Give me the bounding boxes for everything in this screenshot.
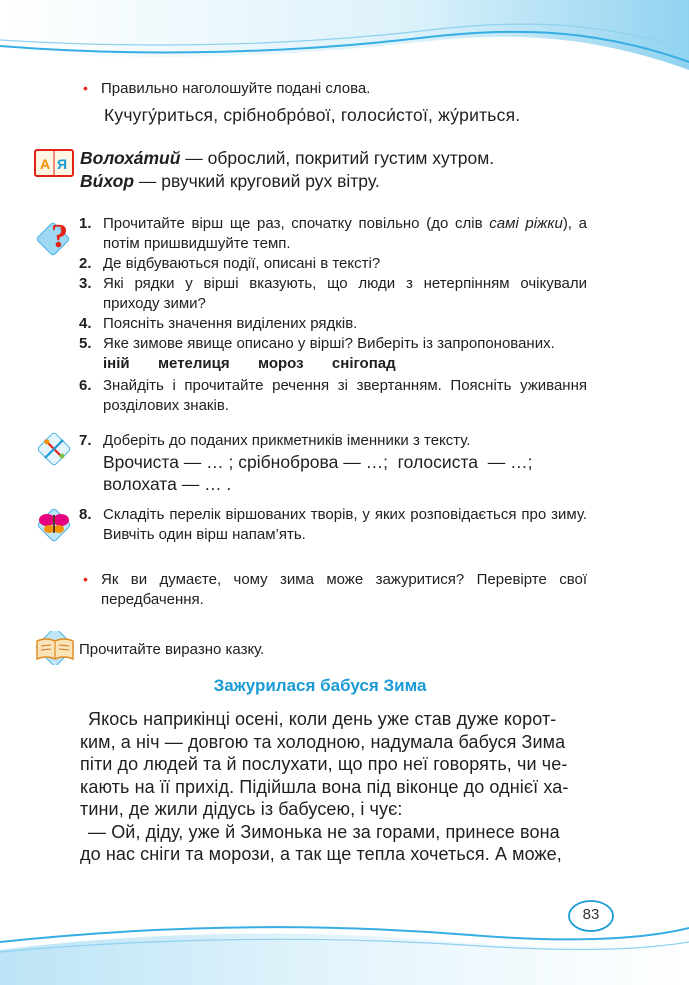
story-line: кають на її прихід. Підійшла вона під віконце до однієї ха-: [80, 776, 569, 797]
svg-text:Я: Я: [57, 156, 68, 172]
butterfly-icon: [33, 502, 77, 548]
question-item: 7. Доберіть до поданих прикметників іменники з тексту.: [79, 432, 471, 449]
question-item: 2. Де відбуваються події, описані в тексті?: [79, 255, 381, 272]
bullet-icon: •: [83, 571, 88, 587]
glossary-item: [80, 147, 494, 170]
dictionary-icon: [33, 148, 75, 180]
glossary-term: Волоха́тий: [80, 148, 181, 168]
question-item: 3. Які рядки у вірші вказують, що люди з нетерпінням очікували приходу зими?: [79, 275, 587, 312]
open-book-icon: [33, 631, 77, 665]
questions-list: [79, 214, 587, 416]
story-line: до нас сніги та морози, а так ще тепла хочеться. А може,: [80, 844, 562, 864]
story-line: ким, а ніч — довгою та холодною, надумала бабуся Зима: [80, 731, 566, 752]
question-item: 4. Поясніть значення виділених рядків.: [79, 315, 358, 332]
stress-words: Кучугу́риться, срібнобро́вої, голоси́стої, жу́риться.: [104, 105, 521, 125]
question-mark-icon: [35, 213, 75, 259]
question-item: 5. Яке зимове явище описано у вірші? Виберіть із запропонованих. іній метелиця мороз снігопад: [79, 334, 587, 374]
story-line: — Ой, діду, уже й Зимонька не за горами, принесе вона: [88, 821, 560, 842]
svg-text:А: А: [40, 156, 51, 172]
fill-in-line: Врочиста — … ; срібноброва — …; голосиста — …;: [103, 452, 533, 472]
story-title: Зажурилася бабуся Зима: [213, 676, 427, 695]
answer-options: іній метелиця мороз снігопад: [103, 355, 396, 372]
svg-text:?: ?: [51, 218, 68, 255]
story-line: тини, де жили дідусь із бабусею, і чує:: [80, 799, 403, 819]
read-instruction: Прочитайте виразно казку.: [79, 641, 265, 658]
question-item: 6. Знайдіть і прочитайте речення зі звертанням. Поясніть уживання розділових знаків.: [79, 377, 587, 414]
question-item: 8. Складіть перелік віршованих творів, у яких розповідається про зиму. Вивчіть один вірш напам’ять.: [79, 506, 587, 543]
question-7: [79, 431, 587, 495]
glossary-definition: — рвучкий круговий рух вітру.: [134, 171, 380, 191]
fill-in-line: волохата — … .: [103, 474, 232, 494]
page-number: 83: [582, 906, 600, 923]
stress-instruction: Правильно наголошуйте подані слова.: [101, 80, 371, 97]
puzzle-icon: [35, 428, 75, 472]
glossary-item: [80, 170, 380, 193]
think-prompt: Як ви думаєте, чому зима може зажуритися? Перевірте свої передбачення.: [101, 571, 587, 608]
glossary-definition: — оброслий, покритий густим хутром.: [180, 148, 495, 168]
story-line: Якось наприкінці осені, коли день уже став дуже корот-: [88, 709, 557, 729]
glossary-term: Ви́хор: [80, 171, 135, 191]
top-wave-decoration: [0, 0, 689, 70]
bullet-icon: •: [83, 80, 88, 96]
story-text: [80, 708, 587, 866]
question-8: [79, 505, 587, 545]
story-line: піти до людей та й послухати, що про неї говорять, чи че-: [80, 754, 568, 774]
question-item: 1. Прочитайте вірш ще раз, спочатку повільно (до слів самі ріжки), а потім пришвидшуйте темп.: [79, 215, 588, 252]
